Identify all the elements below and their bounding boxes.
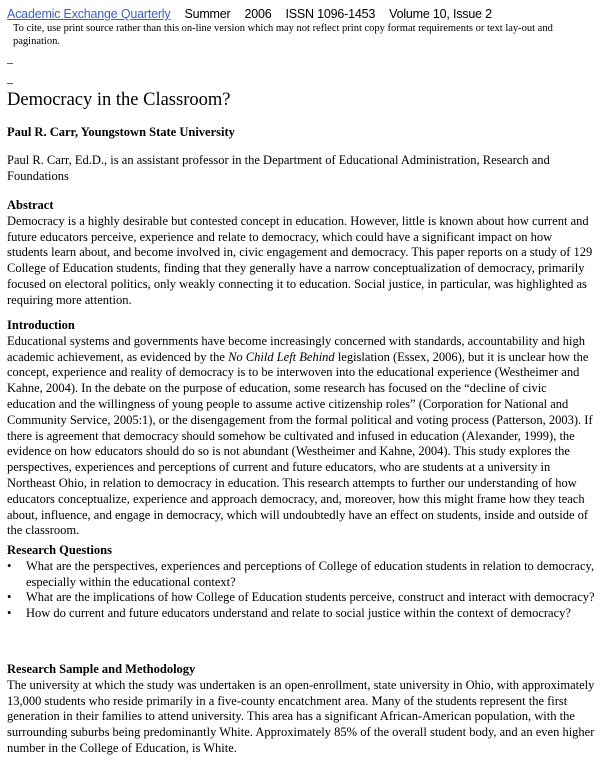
- citation-note: To cite, use print source rather than this on-line version which may not reflect print copy format requirements or text lay-out and pagination.: [13, 23, 553, 47]
- abstract-text: Democracy is a highly desirable but contested concept in education. However, little is known about how current and future educators perceive, experience and relate to democracy, which could have a significant impact on how students learn about, and become involved in, civic engagement and democracy. This paper reports on a study of 129 College of Education students, finding that they generally have a narrow conceptualization of democracy, primarily focused on electoral politics, only weakly connecting it to education. Social justice, in particular, was highlighted as requiring more attention.: [7, 213, 593, 307]
- bullet-icon: •: [7, 558, 12, 573]
- research-questions-heading: Research Questions: [7, 543, 112, 557]
- research-questions-section: [7, 543, 595, 622]
- issue-year: 2006: [244, 7, 272, 21]
- list-item: • How do current and future educators understand and relate to social justice within the context of democracy?: [7, 606, 571, 621]
- volume-issue: Volume 10, Issue 2: [389, 7, 492, 21]
- methodology-text: The university at which the study was undertaken is an open-enrollment, state university in Ohio, with approximately 13,000 students who reside primarily in a five-county encatchment area. Many of the students represent the first generation in their families to attend university. This area has a significant African-American population, with the surrounding suburbs being predominantly White. Approximately 85% of the overall student body, and an even higher number in the College of Education, is White.: [7, 677, 595, 755]
- bullet-icon: •: [7, 606, 12, 621]
- bullet-icon: •: [7, 590, 12, 605]
- introduction-text: Educational systems and governments have become increasingly concerned with standards, accountability and high academic achievement, as evidenced by the No Child Left Behind legislation (Essex, 2006), but it is unclear how the concept, experience and reality of democracy is to be interwoven into the educational experience (Westheimer and Kahne, 2004). In the debate on the purpose of education, some research has focused on the “decline of civic education and the willingness of young people to assume active citizenship roles” (Corporation for National and Community Service, 2005:1), or the disengagement from the formal political and voting process (Patterson, 2003). If there is agreement that democracy should somehow be cultivated and infused in education (Alexander, 1999), the evidence on how educators should do so is not abundant (Westheimer and Kahne, 2004). This study explores the perspectives, experiences and perceptions of current and future educators, who are students at a university in Northeast Ohio, in relation to democracy in education. This research attempts to further our understanding of how educators conceptualize, experience and approach democracy, and, moreover, how this might frame how they teach about, influence, and engage in democracy, which will undoubtedly have an effect on students, inside and outside of the classroom.: [7, 333, 593, 538]
- abstract-section: [7, 198, 595, 309]
- author-bio: Paul R. Carr, Ed.D., is an assistant professor in the Department of Educational Administration, Research and Foundations: [7, 153, 550, 183]
- research-questions-list: [7, 559, 595, 622]
- methodology-heading: Research Sample and Methodology: [7, 662, 196, 676]
- page-title: Democracy in the Classroom?: [7, 90, 231, 110]
- journal-link[interactable]: Academic Exchange Quarterly: [7, 7, 171, 21]
- list-item: • What are the implications of how College of Education students perceive, construct and interact with democracy?: [7, 590, 595, 605]
- introduction-section: [7, 318, 595, 539]
- issn: ISSN 1096-1453: [285, 7, 376, 21]
- author-line: Paul R. Carr, Youngstown State University: [7, 125, 235, 139]
- list-item: • What are the perspectives, experiences and perceptions of College of education students in relation to democracy, especially within the educational context?: [7, 558, 595, 589]
- abstract-heading: Abstract: [7, 198, 54, 212]
- anchor-link-2[interactable]: [7, 83, 13, 84]
- issue-season: Summer: [184, 7, 231, 21]
- methodology-section: [7, 662, 595, 757]
- journal-header: [7, 7, 492, 21]
- nclb-title: No Child Left Behind: [228, 349, 335, 364]
- anchor-link-1[interactable]: [7, 63, 13, 64]
- introduction-heading: Introduction: [7, 318, 75, 332]
